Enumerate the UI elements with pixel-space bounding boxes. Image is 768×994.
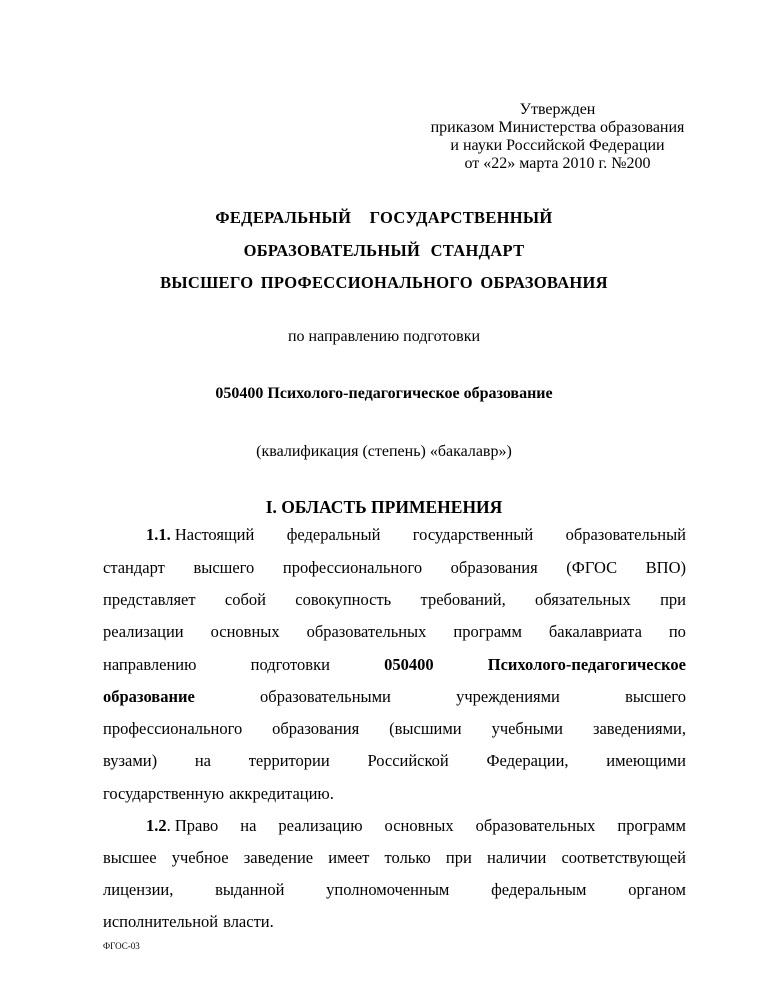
word: лицензии, bbox=[103, 880, 174, 899]
paragraph-line bbox=[146, 816, 686, 836]
word: программ bbox=[617, 816, 686, 835]
word: наличии bbox=[487, 848, 547, 867]
word: вузами) bbox=[103, 751, 158, 770]
word: при bbox=[445, 848, 472, 867]
word: на bbox=[194, 751, 211, 770]
word: государственный bbox=[412, 525, 534, 544]
word: заведение bbox=[243, 848, 314, 867]
word: Настоящий bbox=[174, 525, 255, 544]
paragraph-line bbox=[103, 590, 686, 610]
word: высшего bbox=[193, 558, 255, 577]
word: совокупность bbox=[295, 590, 392, 609]
word: образования bbox=[272, 719, 360, 738]
word: высшее bbox=[103, 848, 157, 867]
paragraph-text bbox=[146, 525, 254, 545]
word: реализации bbox=[103, 622, 184, 641]
word: учебными bbox=[491, 719, 564, 738]
word: учебное bbox=[171, 848, 229, 867]
paragraph-line bbox=[103, 687, 686, 707]
approval-block bbox=[380, 101, 735, 173]
word: выданной bbox=[215, 880, 285, 899]
approval-line: Утвержден bbox=[519, 101, 596, 118]
word: имеющими bbox=[606, 751, 686, 770]
clause-number: 1.2 bbox=[146, 816, 167, 835]
word: стандарт bbox=[103, 558, 165, 577]
word: Российской bbox=[367, 751, 449, 770]
word: федеральным bbox=[491, 880, 587, 899]
clause-number: 1.1. bbox=[146, 525, 171, 544]
paragraph-line bbox=[103, 655, 686, 675]
direction-code: 050400 bbox=[384, 655, 434, 674]
word: образовательных bbox=[475, 816, 596, 835]
word: (ФГОС bbox=[566, 558, 618, 577]
word: требований, bbox=[420, 590, 506, 609]
word: федеральный bbox=[286, 525, 381, 544]
word: только bbox=[384, 848, 431, 867]
paragraph-line bbox=[103, 751, 686, 771]
direction-name: 050400 Психолого-педагогическое образование bbox=[215, 385, 553, 402]
word: заведениями, bbox=[592, 719, 686, 738]
word: по bbox=[668, 622, 686, 641]
paragraph-line bbox=[103, 848, 686, 868]
direction-title: образование bbox=[103, 687, 195, 706]
word: подготовки bbox=[250, 655, 330, 674]
word: основных bbox=[210, 622, 280, 641]
footer-code: ФГОС-03 bbox=[103, 941, 140, 951]
word: профессионального bbox=[103, 719, 243, 738]
word: учреждениями bbox=[456, 687, 560, 706]
word: ВПО) bbox=[645, 558, 686, 577]
word: собой bbox=[224, 590, 266, 609]
paragraph-line bbox=[103, 784, 686, 804]
word: направлению bbox=[103, 655, 197, 674]
qualification: (квалификация (степень) «бакалавр») bbox=[256, 443, 512, 460]
word: . Право bbox=[166, 816, 219, 835]
approval-line: от «22» марта 2010 г. №200 bbox=[464, 155, 651, 172]
paragraph-text bbox=[146, 816, 218, 836]
word: представляет bbox=[103, 590, 196, 609]
word: государственную bbox=[103, 784, 225, 803]
word: соответствующей bbox=[561, 848, 686, 867]
word: образовательных bbox=[306, 622, 427, 641]
word: уполномоченным bbox=[326, 880, 450, 899]
paragraph-line bbox=[103, 912, 686, 932]
word: территории bbox=[248, 751, 330, 770]
word: реализацию bbox=[278, 816, 363, 835]
paragraph-line bbox=[103, 880, 686, 900]
paragraph-line bbox=[103, 719, 686, 739]
word: основных bbox=[384, 816, 454, 835]
approval-line: и науки Российской Федерации bbox=[450, 137, 665, 154]
word: Федерации, bbox=[486, 751, 569, 770]
word: образовательный bbox=[565, 525, 686, 544]
word: образовательными bbox=[260, 687, 391, 706]
paragraph-line bbox=[103, 558, 686, 578]
word: программ bbox=[453, 622, 522, 641]
word: имеет bbox=[328, 848, 370, 867]
word: аккредитацию. bbox=[229, 784, 334, 803]
word: органом bbox=[628, 880, 686, 899]
word: обязательных bbox=[535, 590, 631, 609]
word: на bbox=[240, 816, 257, 835]
word: (высшими bbox=[389, 719, 462, 738]
document-title-line: ФЕДЕРАЛЬНЫЙ ГОСУДАРСТВЕННЫЙ bbox=[215, 208, 553, 227]
word: образования bbox=[450, 558, 538, 577]
direction-title: Психолого-педагогическое bbox=[487, 655, 686, 674]
direction-intro: по направлению подготовки bbox=[287, 328, 481, 345]
word: профессионального bbox=[282, 558, 423, 577]
word: власти. bbox=[223, 912, 274, 931]
document-title-line: ОБРАЗОВАТЕЛЬНЫЙ СТАНДАРТ bbox=[243, 241, 525, 260]
word: бакалавриата bbox=[548, 622, 642, 641]
document-title-line: ВЫСШЕГО ПРОФЕССИОНАЛЬНОГО ОБРАЗОВАНИЯ bbox=[160, 273, 608, 292]
word: исполнительной bbox=[103, 912, 219, 931]
paragraph-line bbox=[146, 525, 686, 545]
word: высшего bbox=[625, 687, 686, 706]
paragraph-line bbox=[103, 622, 686, 642]
word: при bbox=[660, 590, 686, 609]
approval-line: приказом Министерства образования bbox=[430, 119, 685, 136]
section-heading: I. ОБЛАСТЬ ПРИМЕНЕНИЯ bbox=[265, 497, 503, 517]
